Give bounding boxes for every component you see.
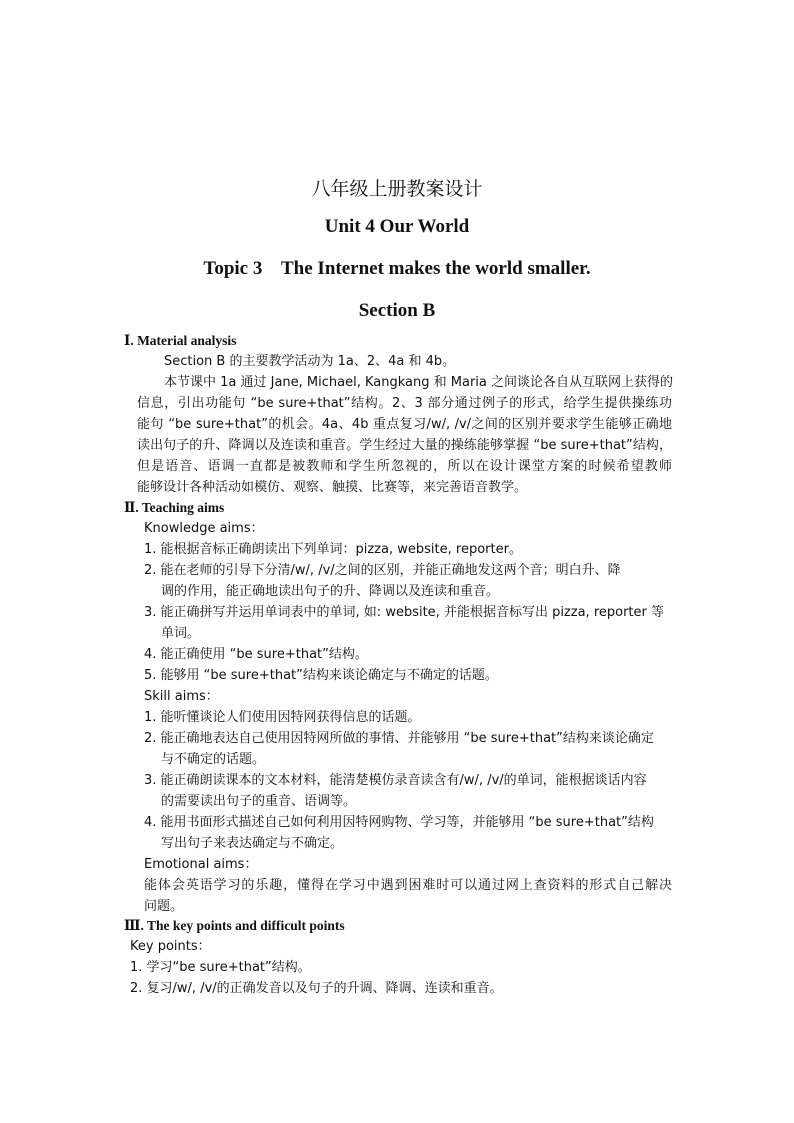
knowledge-aim-5: 5. 能够用 “be sure+that”结构来谈论确定与不确定的话题。	[144, 668, 498, 683]
knowledge-aim-1: 1. 能根据音标正确朗读出下列单词：pizza, website, reporter。	[144, 542, 522, 557]
knowledge-aim-3-cont: 单词。	[161, 626, 201, 641]
knowledge-aim-3: 3. 能正确拼写并运用单词表中的单词, 如: website, 并能根据音标写出 pizza, reporter 等	[144, 605, 664, 620]
skill-aim-1: 1. 能听懂谈论人们使用因特网获得信息的话题。	[144, 710, 421, 725]
key-points-heading: Ⅲ. The key points and difficult points	[124, 918, 345, 933]
material-analysis-heading: Ⅰ. Material analysis	[124, 333, 237, 348]
key-points-label: Key points：	[130, 939, 211, 954]
section-title: Section B	[358, 300, 436, 321]
knowledge-aim-2-cont: 调的作用，能正确地读出句子的升、降调以及连读和重音。	[161, 584, 500, 599]
material-paragraph-2-line-3: 能句 “be sure+that”的机会。4a、4b 重点复习/w/, /v/之间的区别并要求学生能够正确地	[137, 417, 672, 432]
material-paragraph-2-line-6: 能够设计各种活动如模仿、观察、触摸、比赛等，来完善语音教学。	[137, 480, 528, 495]
knowledge-aim-4: 4. 能正确使用 “be sure+that”结构。	[144, 647, 368, 662]
material-paragraph-2-line-1: 本节课中 1a 通过 Jane, Michael, Kangkang 和 Maria 之间谈论各自从互联网上获得的	[164, 375, 674, 390]
knowledge-aims-label: Knowledge aims：	[144, 521, 264, 536]
skill-aim-4-cont: 写出句子来表达确定与不确定。	[161, 836, 344, 851]
skill-aim-4: 4. 能用书面形式描述自己如何利用因特网购物、学习等，并能够用 “be sure+that”结构	[144, 815, 654, 830]
material-paragraph-1: Section B 的主要教学活动为 1a、2、4a 和 4b。	[164, 354, 456, 369]
emotional-aim-line-2: 问题。	[144, 899, 184, 914]
emotional-aims-label: Emotional aims：	[144, 857, 258, 872]
document-title: 八年级上册教案设计	[311, 178, 483, 200]
unit-title: Unit 4 Our World	[324, 216, 470, 237]
key-point-1: 1. 学习“be sure+that”结构。	[130, 960, 311, 975]
key-point-2: 2. 复习/w/, /v/的正确发音以及句子的升调、降调、连读和重音。	[130, 981, 503, 996]
skill-aims-label: Skill aims：	[144, 689, 219, 704]
emotional-aim-line-1: 能体会英语学习的乐趣，懂得在学习中遇到困难时可以通过网上查资料的形式自己解决	[144, 878, 672, 893]
material-paragraph-2-line-5: 但是语音、语调一直都是被教师和学生所忽视的，所以在设计课堂方案的时候希望教师	[137, 459, 672, 474]
topic-title: Topic 3 The Internet makes the world smaller.	[203, 258, 591, 279]
material-paragraph-2-line-4: 读出句子的升、降调以及连读和重音。学生经过大量的操练能够掌握 “be sure+that”结构，	[137, 438, 672, 453]
skill-aim-2: 2. 能正确地表达自己使用因特网所做的事情、并能够用 “be sure+that”结构来谈论确定	[144, 731, 654, 746]
skill-aim-2-cont: 与不确定的话题。	[161, 752, 266, 767]
skill-aim-3: 3. 能正确朗读课本的文本材料，能清楚模仿录音读含有/w/, /v/的单词，能根据谈话内容	[144, 773, 647, 788]
material-paragraph-2-line-2: 信息，引出功能句 “be sure+that”结构。2、3 部分通过例子的形式，给学生提供操练功	[137, 396, 672, 411]
knowledge-aim-2: 2. 能在老师的引导下分清/w/, /v/之间的区别，并能正确地发这两个音；明白升、降	[144, 563, 621, 578]
teaching-aims-heading: Ⅱ. Teaching aims	[124, 500, 225, 515]
skill-aim-3-cont: 的需要读出句子的重音、语调等。	[161, 794, 357, 809]
